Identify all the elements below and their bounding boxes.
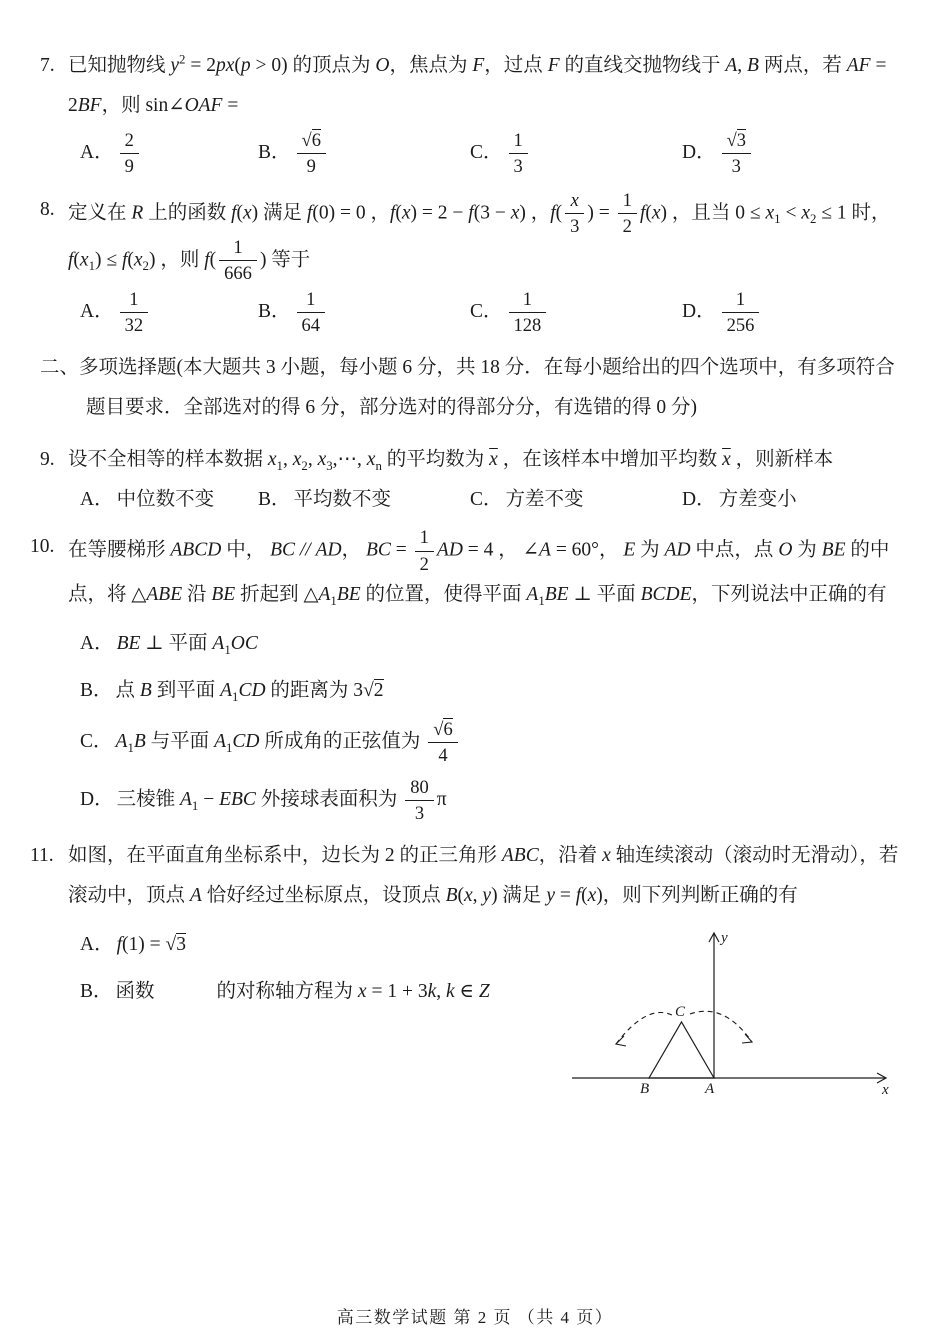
rolling-arc-left: [616, 1013, 674, 1045]
question-8: [40, 190, 906, 337]
option-label: D．: [682, 489, 716, 511]
x-axis-label: x: [882, 1082, 889, 1097]
question-9: [40, 440, 906, 515]
option-value: 点 B 到平面 $A_1CD$ 的距离为 3√2: [115, 680, 384, 704]
vertex-b-label: B: [640, 1081, 650, 1097]
option-label: A．: [80, 934, 114, 956]
coordinate-figure: [564, 924, 894, 1096]
question-9-option-d: [682, 484, 906, 515]
option-value: 函数 的对称轴方程为 x = 1 + 3k, k ∈ Z: [115, 981, 490, 1003]
question-10: [30, 527, 906, 824]
question-8-number: 8.: [40, 198, 55, 220]
option-value: f(1) = √3: [116, 934, 186, 956]
option-value: $\frac{1}{64}$: [294, 301, 329, 322]
question-8-option-d: [682, 289, 906, 337]
option-value: 平均数不变: [293, 489, 392, 511]
option-label: B．: [258, 489, 291, 511]
question-8-option-c: [470, 289, 682, 337]
question-7-stem: 已知抛物线 $y^2 = 2px(p > 0)$ 的顶点为 O，焦点为 F，过点 F 的直线交抛物线于 A, B 两点，若 AF = 2BF，则 sin∠OAF =: [68, 52, 887, 116]
option-value: $\frac{1}{3}$: [506, 142, 531, 163]
option-label: B．: [258, 142, 291, 164]
option-value: 方差不变: [505, 489, 584, 511]
rolling-arc-left-arrow: [616, 1036, 626, 1046]
option-label: A．: [80, 632, 114, 654]
vertex-a-label: A: [705, 1081, 715, 1097]
option-label: D．: [682, 142, 716, 164]
question-10-number: 10.: [30, 536, 55, 558]
option-label: D．: [682, 300, 716, 322]
option-label: C．: [470, 489, 503, 511]
question-10-option-b: [68, 672, 906, 709]
question-9-option-b: [258, 484, 470, 515]
option-label: B．: [258, 300, 291, 322]
option-value: BE ⊥ 平面 $A_1OC$: [116, 632, 258, 657]
option-label: C．: [470, 300, 503, 322]
rolling-triangle-figure: [564, 924, 894, 1096]
question-10-option-d: [68, 777, 906, 825]
question-8-stem: 定义在 R 上的函数 f(x) 满足 f(0) = 0 ，f(x) = 2 − f(3 − x) ，f( $\frac{x}{3}$ ) = $\frac{1}{2}$ f(x) ，且当 $0 \le x_1 < x_2 \le 1$ 时， $f(x_1) \le f(x_2)$ ，则 f( $\frac{1}{666}$ ) 等于: [68, 189, 891, 285]
triangle: [649, 1022, 714, 1078]
option-label: C．: [80, 731, 113, 753]
question-9-option-a: [80, 484, 258, 515]
question-7-number: 7.: [40, 55, 55, 76]
y-axis-label: y: [721, 930, 728, 947]
option-label: C．: [470, 142, 503, 164]
question-9-stem: 设不全相等的样本数据 $x_1$, $x_2$, $x_3,\cdots$, $x_n$ 的平均数为 $\overline{x}$ ，在该样本中增加平均数 $\overline{x}$ ，则新样本: [68, 449, 834, 474]
option-value: $A_1B$ 与平面 $A_1CD$ 所成角的正弦值为 $\frac{√6}{4}$: [116, 731, 461, 752]
question-8-option-a: [80, 289, 258, 337]
question-9-number: 9.: [40, 449, 55, 471]
question-9-option-c: [470, 484, 682, 515]
option-label: B．: [80, 680, 113, 702]
question-11: [30, 836, 906, 1097]
question-9-options: [68, 484, 906, 515]
option-value: $\frac{2}{9}$: [117, 142, 142, 163]
question-8-option-b: [258, 289, 470, 337]
option-value: 方差变小: [718, 489, 797, 511]
option-value: $\frac{1}{32}$: [117, 301, 152, 322]
question-7-options: [68, 130, 906, 178]
option-label: A．: [80, 142, 114, 164]
option-value: $\frac{√3}{3}$: [719, 142, 754, 163]
question-10-option-c: [68, 719, 906, 767]
option-value: 三棱锥 $A_1$ − EBC 外接球表面积为 $\frac{80}{3}$ π: [116, 776, 447, 824]
option-value: 中位数不变: [116, 489, 215, 511]
question-11-stem: 如图，在平面直角坐标系中，边长为 2 的正三角形 ABC，沿着 x 轴连续滚动（滚动时无滑动），若滚动中，顶点 A 恰好经过坐标原点，设顶点 B(x, y) 满足 y = f(x)，则下列判断正确的有: [68, 845, 899, 907]
question-10-stem: 在等腰梯形 ABCD 中， BC // AD， BC = $\frac{1}{2}$ AD = 4 ， ∠A = 60°， E 为 AD 中点，点 O 为 BE 的中点，将 △ABE 沿 BE 折起到 $\triangle A_1BE$ 的位置，使得平面 $A_1BE$ ⊥ 平面 BCDE，下列说法中正确的有: [68, 527, 890, 608]
question-8-options: [68, 289, 906, 337]
question-11-number: 11.: [30, 845, 54, 867]
rolling-arc-right: [690, 1011, 752, 1042]
question-7-option-a: [80, 130, 258, 178]
question-10-option-a: [68, 625, 906, 662]
question-7: [40, 46, 906, 178]
option-label: A．: [80, 300, 114, 322]
option-value: $\frac{1}{128}$: [506, 301, 550, 322]
option-value: $\frac{√6}{9}$: [294, 142, 329, 163]
page-footer: 高三数学试题 第 2 页 （共 4 页）: [336, 1308, 614, 1327]
section-2-header: 二、多项选择题(本大题共 3 小题，每小题 6 分，共 18 分．在每小题给出的四个选项中，有多项符合题目要求．全部选对的得 6 分，部分选对的得部分分，有选错的得 0 分): [40, 357, 895, 419]
question-7-option-c: [470, 130, 682, 178]
option-label: B．: [80, 981, 113, 1003]
option-value: $\frac{1}{256}$: [719, 301, 763, 322]
vertex-c-label: C: [675, 1004, 686, 1021]
question-7-option-d: [682, 130, 906, 178]
question-7-option-b: [258, 130, 470, 178]
option-label: D．: [80, 788, 114, 810]
option-label: A．: [80, 489, 114, 511]
